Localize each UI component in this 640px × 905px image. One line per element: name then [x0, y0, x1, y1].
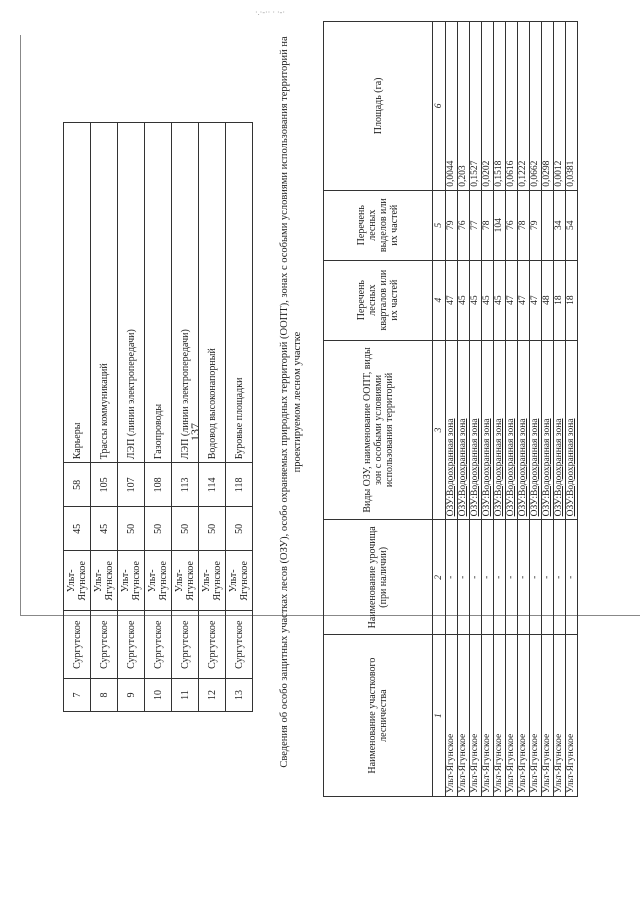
cell-division: 34 — [554, 190, 566, 260]
cell-quarter: 45 — [470, 260, 482, 340]
header-quarters: Перечень лесных кварталов или их частей — [324, 260, 433, 340]
work-table-cell-quarter: 45 — [91, 507, 118, 551]
protected-areas-table — [323, 21, 578, 797]
cell-area: 0,0381 — [566, 22, 578, 191]
work-table-cell-forestry: Сургутское — [172, 611, 199, 679]
table-row — [554, 22, 566, 797]
work-table-cell-purpose: ЛЭП (линии электропередачи) — [172, 123, 199, 463]
cell-quarter: 45 — [482, 260, 494, 340]
work-table-cell-division: 107 — [118, 463, 145, 507]
cell-area: 0,0662 — [530, 22, 542, 191]
cell-zone-type: ОЗУ:Водоохранная зона — [482, 340, 494, 520]
cell-tract: - — [494, 520, 506, 635]
work-table-cell-forestry: Сургутское — [199, 611, 226, 679]
cell-quarter: 47 — [518, 260, 530, 340]
cell-area: 0,203 — [458, 22, 470, 191]
work-table-cell-division: 114 — [199, 463, 226, 507]
table-row — [542, 22, 554, 797]
column-numbers-row — [433, 22, 446, 797]
cell-quarter: 48 — [542, 260, 554, 340]
table-caption: Сведения об особо защитных участках лесов (ОЗУ), особо охраняемых природных территорий (ООПТ), зонах с особыми условиями использования территорий на проектируемом лесном участке — [279, 36, 303, 768]
work-table-cell-district: Ульт-Ягунское — [91, 551, 118, 611]
cell-division: 104 — [494, 190, 506, 260]
work-table — [63, 122, 253, 712]
cell-tract: - — [554, 520, 566, 635]
cell-forestry: Ульт-Ягунское — [506, 635, 518, 797]
cell-area: 0,0044 — [446, 22, 458, 191]
table-row — [530, 22, 542, 797]
header-divisions: Перечень лесных выделов или их частей — [324, 190, 433, 260]
cell-division: 79 — [446, 190, 458, 260]
table-row — [482, 22, 494, 797]
cell-division: 78 — [518, 190, 530, 260]
cell-division: 76 — [458, 190, 470, 260]
work-table-cell-no: 9 — [118, 678, 145, 711]
work-table-cell-division: 58 — [64, 463, 91, 507]
work-table-row — [199, 123, 226, 712]
work-table-cell-no: 8 — [91, 678, 118, 711]
cell-quarter: 47 — [446, 260, 458, 340]
work-table-cell-quarter: 50 — [172, 507, 199, 551]
cell-forestry: Ульт-Ягунское — [554, 635, 566, 797]
cell-division: 79 — [530, 190, 542, 260]
table-row — [446, 22, 458, 797]
cell-forestry: Ульт-Ягунское — [566, 635, 578, 797]
work-table-cell-purpose: Водовод высоконапорный — [199, 123, 226, 463]
work-table-cell-district: Ульт-Ягунское — [172, 551, 199, 611]
work-table-cell-no: 13 — [226, 678, 253, 711]
work-table-cell-division: 113 — [172, 463, 199, 507]
cell-forestry: Ульт-Ягунское — [530, 635, 542, 797]
cell-zone-type: ОЗУ:Водоохранная зона — [542, 340, 554, 520]
cell-forestry: Ульт-Ягунское — [518, 635, 530, 797]
cell-division — [542, 190, 554, 260]
cell-forestry: Ульт-Ягунское — [458, 635, 470, 797]
work-table-cell-purpose: Буровые площадки — [226, 123, 253, 463]
cell-forestry: Ульт-Ягунское — [542, 635, 554, 797]
cell-area: 0,0012 — [554, 22, 566, 191]
work-table-cell-forestry: Сургутское — [118, 611, 145, 679]
cell-forestry: Ульт-Ягунское — [470, 635, 482, 797]
work-table-cell-district: Ульт-Ягунское — [64, 551, 91, 611]
work-table-cell-quarter: 50 — [199, 507, 226, 551]
cell-zone-type: ОЗУ:Водоохранная зона — [506, 340, 518, 520]
cell-tract: - — [566, 520, 578, 635]
work-table-cell-no: 7 — [64, 678, 91, 711]
cell-area: 0,1527 — [470, 22, 482, 191]
work-table-cell-purpose: Трассы коммуникаций — [91, 123, 118, 463]
cell-tract: - — [530, 520, 542, 635]
work-table-cell-district: Ульт-Ягунское — [118, 551, 145, 611]
col-number: 2 — [433, 520, 446, 635]
work-table-row — [91, 123, 118, 712]
cell-division: 54 — [566, 190, 578, 260]
cell-zone-type: ОЗУ:Водоохранная зона — [494, 340, 506, 520]
col-number: 6 — [433, 22, 446, 191]
cell-division: 76 — [506, 190, 518, 260]
cell-quarter: 18 — [554, 260, 566, 340]
cell-tract: - — [458, 520, 470, 635]
work-table-cell-purpose: Газопроводы — [145, 123, 172, 463]
table-row — [470, 22, 482, 797]
work-table-row — [172, 123, 199, 712]
work-table-cell-forestry: Сургутское — [226, 611, 253, 679]
cell-quarter: 47 — [506, 260, 518, 340]
work-table-cell-division: 105 — [91, 463, 118, 507]
cell-zone-type: ОЗУ:Водоохранная зона — [458, 340, 470, 520]
header-tract: Наименование урочища (при наличии) — [324, 520, 433, 635]
table-row — [458, 22, 470, 797]
work-table-cell-purpose: Карьеры — [64, 123, 91, 463]
work-table-cell-purpose: ЛЭП (линии электропередачи) — [118, 123, 145, 463]
cell-division: 77 — [470, 190, 482, 260]
cell-zone-type: ОЗУ:Водоохранная зона — [470, 340, 482, 520]
cell-zone-type: ОЗУ:Водоохранная зона — [446, 340, 458, 520]
work-table-cell-forestry: Сургутское — [145, 611, 172, 679]
work-table-cell-district: Ульт-Ягунское — [226, 551, 253, 611]
work-table-cell-quarter: 50 — [118, 507, 145, 551]
work-table-cell-quarter: 45 — [64, 507, 91, 551]
work-table-cell-quarter: 50 — [226, 507, 253, 551]
col-number: 3 — [433, 340, 446, 520]
work-table-cell-quarter: 50 — [145, 507, 172, 551]
cell-quarter: 47 — [530, 260, 542, 340]
header-row — [324, 22, 433, 797]
cell-zone-type: ОЗУ:Водоохранная зона — [566, 340, 578, 520]
work-table-cell-forestry: Сургутское — [91, 611, 118, 679]
cell-tract: - — [446, 520, 458, 635]
cell-quarter: 45 — [458, 260, 470, 340]
col-number: 5 — [433, 190, 446, 260]
cell-forestry: Ульт-Ягунское — [482, 635, 494, 797]
header-zone-type: Виды ОЗУ, наименование ООПТ, виды зон с особыми условиями использования территорий — [324, 340, 433, 520]
work-table-cell-forestry: Сургутское — [64, 611, 91, 679]
cell-area: 0,0202 — [482, 22, 494, 191]
col-number: 1 — [433, 635, 446, 797]
table-row — [506, 22, 518, 797]
work-table-cell-district: Ульт-Ягунское — [145, 551, 172, 611]
cell-tract: - — [470, 520, 482, 635]
work-table-row — [226, 123, 253, 712]
work-table-cell-district: Ульт-Ягунское — [199, 551, 226, 611]
work-table-cell-no: 10 — [145, 678, 172, 711]
cell-division: 78 — [482, 190, 494, 260]
cell-tract: - — [482, 520, 494, 635]
cell-quarter: 18 — [566, 260, 578, 340]
cell-area: 0,0616 — [506, 22, 518, 191]
cell-zone-type: ОЗУ:Водоохранная зона — [554, 340, 566, 520]
cell-zone-type: ОЗУ:Водоохранная зона — [530, 340, 542, 520]
work-table-row — [145, 123, 172, 712]
header-area: Площадь (га) — [324, 22, 433, 191]
cell-area: 0,1518 — [494, 22, 506, 191]
cell-area: 0,0298 — [542, 22, 554, 191]
cell-tract: - — [542, 520, 554, 635]
work-table-cell-no: 11 — [172, 678, 199, 711]
cell-forestry: Ульт-Ягунское — [494, 635, 506, 797]
cell-forestry: Ульт-Ягунское — [446, 635, 458, 797]
cell-tract: - — [506, 520, 518, 635]
work-table-cell-division: 118 — [226, 463, 253, 507]
cell-tract: - — [518, 520, 530, 635]
table-row — [566, 22, 578, 797]
page-number: 137 — [188, 423, 202, 441]
work-table-row — [64, 123, 91, 712]
scan-mark: ·.·-·· · ·-· — [255, 8, 285, 17]
col-number: 4 — [433, 260, 446, 340]
work-table-cell-division: 108 — [145, 463, 172, 507]
table-row — [518, 22, 530, 797]
work-table-cell-no: 12 — [199, 678, 226, 711]
header-forestry: Наименование участкового лесничества — [324, 635, 433, 797]
cell-area: 0,1222 — [518, 22, 530, 191]
table-row — [494, 22, 506, 797]
work-table-row — [118, 123, 145, 712]
cell-zone-type: ОЗУ:Водоохранная зона — [518, 340, 530, 520]
cell-quarter: 45 — [494, 260, 506, 340]
